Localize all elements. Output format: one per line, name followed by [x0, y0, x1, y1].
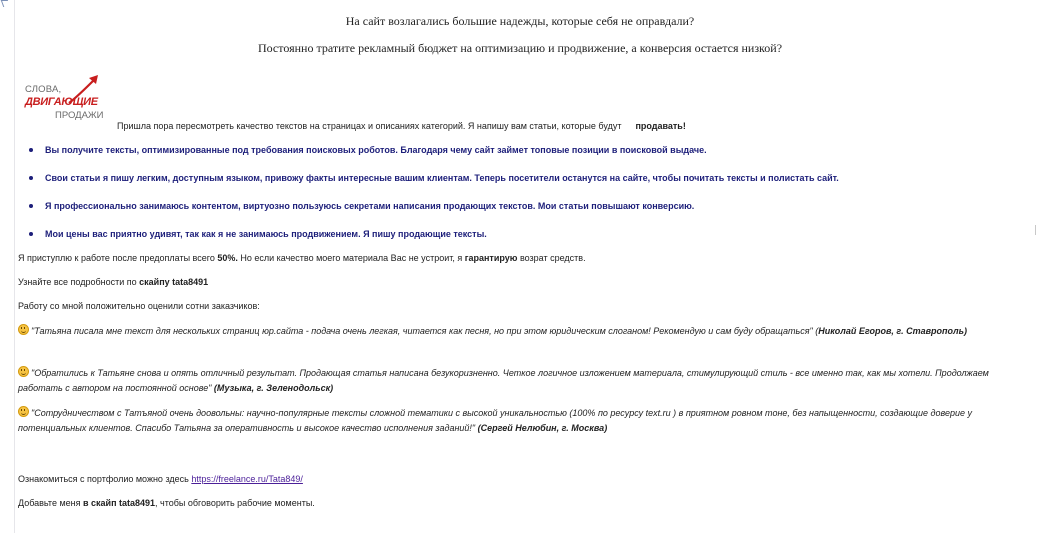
review-item: "Татьяна писала мне текст для нескольких страниц юр.сайта - подача очень легкая, читается как песня, но при этом юридическим слоганом! Рекомендую и сам буду обращаться" (Николай Егоров, г. Ставрополь) [18, 324, 1028, 339]
intro-paragraph [117, 121, 686, 131]
contact-paragraph: Добавьте меня в скайп tata8491, чтобы обговорить рабочие моменты. [18, 498, 315, 508]
benefit-item: Я профессионально занимаюсь контентом, виртуозно пользуюсь секретами написания продающих текстов. Мои статьи повышают конверсию. [31, 201, 694, 211]
benefit-item: Мои цены вас приятно удивят, так как я не занимаюсь продвижением. Я пишу продающие тексты. [31, 229, 487, 239]
logo-text-3: ПРОДАЖИ [55, 110, 104, 121]
intro-bold: продавать! [635, 121, 686, 131]
headline-question-2: Постоянно тратите рекламный бюджет на оптимизацию и продвижение, а конверсия остается низкой? [257, 41, 783, 55]
window-left-edge [0, 0, 15, 533]
review-item: "Обратились к Татьяне снова и опять отличный результат. Продающая статья написана безукоризненно. Четкое логичное изложением материала, стимулирующий стиль - все именно так, как мы хотели. Продолжаем работать с автором на постоянной основе" (Музыка, г. Зеленодольск) [18, 368, 989, 393]
portfolio-paragraph: Ознакомиться с портфолио можно здесь https://freelance.ru/Tata849/ [18, 474, 303, 484]
scroll-marker [1035, 225, 1036, 235]
logo-text-2: ДВИГАЮЩИЕ [25, 96, 98, 108]
review-item: "Сотрудничеством с Татъяной очень доовольны: научно-популярные тексты сложной тематики с высокой уникальностью (100% по ресурсу text.ru ) в приятном ровном тоне, без напыщенности, создающие доверие у потенциальных клиентов. Спасибо Татьяна за оперативность и высокое качество исполнения заданий!" (Сергей Нелюбин, г. Москва) [18, 408, 972, 433]
benefit-item: Вы получите тексты, оптимизированные под требования поисковых роботов. Благодаря чему сайт займет топовые позиции в поисковой выдаче. [31, 145, 707, 155]
payment-paragraph: Я приступлю к работе после предоплаты всего 50%. Но если качество моего материала Вас не устроит, я гарантирую возрат средств. [18, 253, 586, 263]
logo [21, 67, 116, 125]
skype-details-paragraph: Узнайте все подробности по скайпу tata8491 [18, 277, 209, 287]
portfolio-link[interactable]: https://freelance.ru/Tata849/ [191, 474, 303, 484]
smiley-icon [18, 406, 29, 417]
headline-question-1: На сайт возлагались большие надежды, которые себя не оправдали? [345, 14, 695, 28]
benefit-item: Свои статьи я пишу легким, доступным языком, привожу факты интересные вашим клиентам. Теперь посетители останутся на сайте, чтобы почитать тексты и полистать сайт. [31, 173, 839, 183]
smiley-icon [18, 366, 29, 377]
smiley-icon [18, 324, 29, 335]
intro-text: Пришла пора пересмотреть качество текстов на страницах и описаниях категорий. Я напишу вам статьи, которые будут [117, 121, 622, 131]
reviews-intro: Работу со мной положительно оценили сотни заказчиков: [18, 301, 260, 311]
logo-text-1: СЛОВА, [25, 84, 62, 95]
